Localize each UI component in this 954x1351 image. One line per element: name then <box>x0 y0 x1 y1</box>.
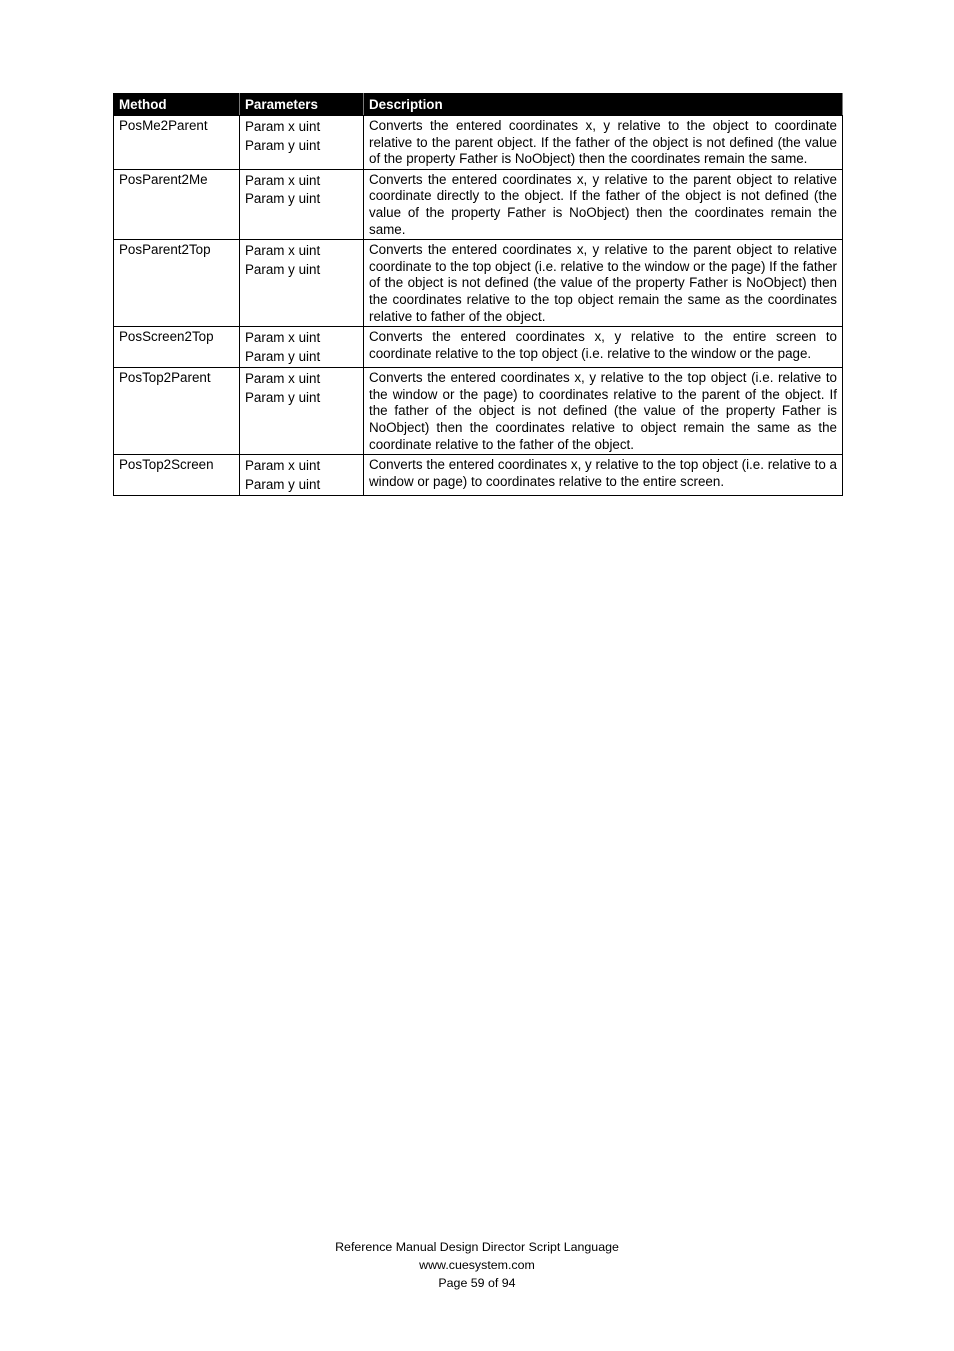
param-x: Param x uint <box>245 172 321 188</box>
method-params <box>240 240 364 327</box>
param-x: Param x uint <box>245 371 321 387</box>
method-description: Converts the entered coordinates x, y relative to the top object (i.e. relative to the window or the page) to coordinates relative to the parent of the object. If the father of the object is not defined (the value of the property Father is NoObject) then the coordinates relative to object remain the same as the coordinate relative to the father of the object. <box>364 368 843 455</box>
param-y: Param y uint <box>245 476 321 492</box>
page-footer <box>0 1238 954 1292</box>
param-x: Param x uint <box>245 243 321 259</box>
methods-table <box>113 93 843 496</box>
table-row <box>114 455 843 496</box>
method-name: PosScreen2Top <box>114 327 240 368</box>
method-name: PosTop2Screen <box>114 455 240 496</box>
table-row <box>114 240 843 327</box>
table-row <box>114 327 843 368</box>
method-params <box>240 116 364 170</box>
param-x: Param x uint <box>245 119 321 134</box>
method-name: PosTop2Parent <box>114 368 240 455</box>
method-params <box>240 169 364 239</box>
header-method: Method <box>114 94 240 116</box>
param-x: Param x uint <box>245 458 321 474</box>
footer-page-number: Page 59 of 94 <box>438 1276 516 1290</box>
method-description: Converts the entered coordinates x, y relative to the top object (i.e. relative to a window or page) to coordinates relative to the entire screen. <box>364 455 843 496</box>
method-name: PosMe2Parent <box>114 116 240 170</box>
method-params <box>240 368 364 455</box>
table-row <box>114 368 843 455</box>
param-y: Param y uint <box>245 389 321 405</box>
table-row <box>114 169 843 239</box>
param-x: Param x uint <box>245 330 321 346</box>
footer-title: Reference Manual Design Director Script Language <box>335 1240 619 1254</box>
param-y: Param y uint <box>245 348 321 364</box>
header-parameters: Parameters <box>240 94 364 116</box>
method-params <box>240 455 364 496</box>
method-description: Converts the entered coordinates x, y relative to the object to coordinate relative to the parent object. If the father of the object is not defined (the value of the property Father is NoObject) then the coordinates remain the same. <box>364 116 843 170</box>
param-y: Param y uint <box>245 261 321 277</box>
method-name: PosParent2Top <box>114 240 240 327</box>
method-params <box>240 327 364 368</box>
table-header-row <box>114 94 843 116</box>
param-y: Param y uint <box>245 137 321 153</box>
header-description: Description <box>364 94 843 116</box>
table-row <box>114 116 843 170</box>
method-description: Converts the entered coordinates x, y relative to the parent object to relative coordinate to the top object (i.e. relative to the window or the page) If the father of the object is not defined (the value of the property Father is NoObject) then the coordinates relative to the top object remain the same as the coordinates relative to father of the object. <box>364 240 843 327</box>
method-description: Converts the entered coordinates x, y relative to the entire screen to coordinate relative to the top object (i.e. relative to the window or the page. <box>364 327 843 368</box>
method-description: Converts the entered coordinates x, y relative to the parent object to relative coordinate directly to the object. If the father of the object is not defined (the value of the property Father is NoObject) then the coordinates remain the same. <box>364 169 843 239</box>
method-name: PosParent2Me <box>114 169 240 239</box>
footer-website: www.cuesystem.com <box>419 1258 535 1272</box>
param-y: Param y uint <box>245 191 321 207</box>
